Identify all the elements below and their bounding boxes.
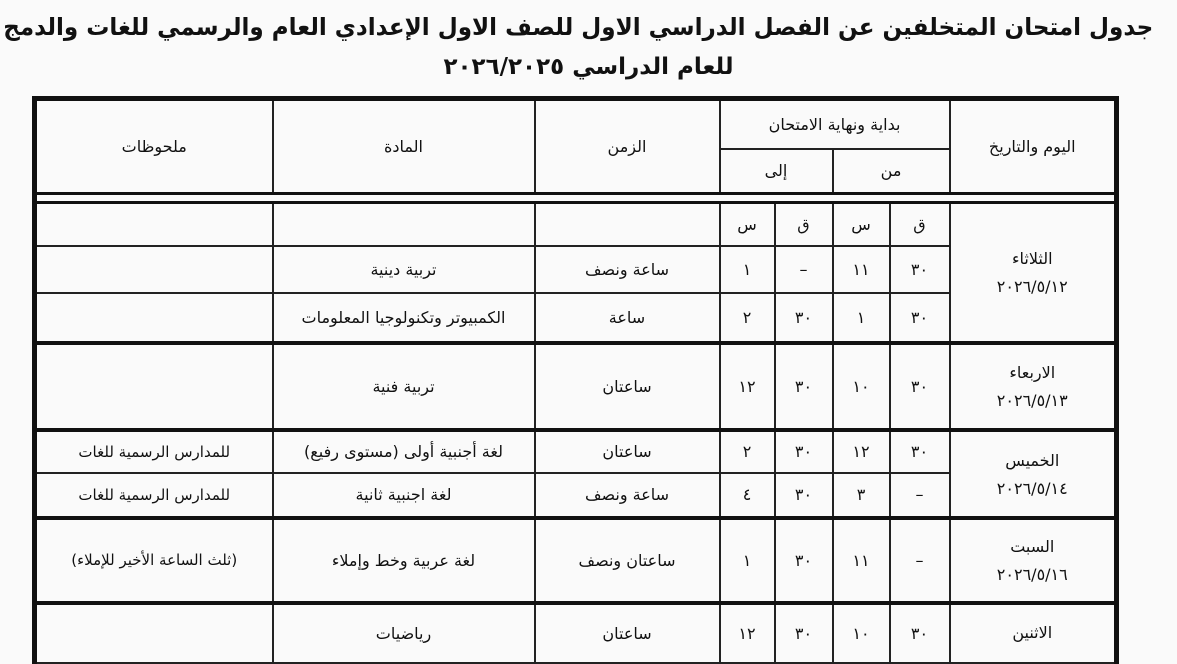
header-duration: الزمن [535, 99, 720, 194]
cell-from-h: ١٠ [833, 603, 890, 663]
cell-duration: ساعتان [535, 430, 720, 473]
document-subtitle [0, 50, 1177, 84]
cell-from-m: – [890, 518, 950, 603]
cell-subject: لغة اجنبية ثانية [273, 473, 535, 518]
cell-to-h: ١ [720, 246, 775, 293]
cell-from-m: ٣٠ [890, 293, 950, 343]
cell-to-m: ٣٠ [775, 343, 833, 430]
day-cell [950, 430, 1117, 518]
cell-to-h: ١٢ [720, 603, 775, 663]
unit-hour: س [833, 203, 890, 246]
cell-from-m: ٣٠ [890, 430, 950, 473]
cell-to-m: ٣٠ [775, 430, 833, 473]
cell-subject: لغة أجنبية أولى (مستوى رفيع) [273, 430, 535, 473]
cell-to-h: ٢ [720, 430, 775, 473]
academic-year: ٢٠٢٦/٢٠٢٥ [443, 54, 565, 80]
table-row [35, 343, 1117, 430]
day-date: ٢٠٢٦/٥/١٣ [996, 391, 1068, 410]
cell-from-h: ٣ [833, 473, 890, 518]
document-header [0, 0, 1177, 84]
cell-subject: تربية دينية [273, 246, 535, 293]
cell-notes: (ثلث الساعة الأخير للإملاء) [35, 518, 273, 603]
cell-notes: للمدارس الرسمية للغات [35, 473, 273, 518]
table-row [35, 518, 1117, 603]
cell-duration: ساعة ونصف [535, 246, 720, 293]
cell-to-h: ١ [720, 518, 775, 603]
cell-duration: ساعتان [535, 603, 720, 663]
subtitle-text: للعام الدراسي [572, 54, 734, 80]
cell-notes [35, 343, 273, 430]
cell-to-m: ٣٠ [775, 473, 833, 518]
cell-subject: رياضيات [273, 603, 535, 663]
cell-from-h: ١١ [833, 518, 890, 603]
header-notes: ملحوظات [35, 99, 273, 194]
empty-cell [535, 203, 720, 246]
cell-duration: ساعتان [535, 343, 720, 430]
cell-from-h: ١٠ [833, 343, 890, 430]
header-day-date: اليوم والتاريخ [950, 99, 1117, 194]
cell-duration: ساعتان ونصف [535, 518, 720, 603]
day-name: الخميس [1005, 450, 1060, 470]
cell-to-m: ٣٠ [775, 518, 833, 603]
cell-to-h: ٢ [720, 293, 775, 343]
cell-duration: ساعة [535, 293, 720, 343]
header-to: إلى [720, 149, 833, 194]
cell-to-h: ٤ [720, 473, 775, 518]
cell-subject: تربية فنية [273, 343, 535, 430]
day-name: الثلاثاء [1011, 249, 1053, 269]
header-subject: المادة [273, 99, 535, 194]
cell-from-h: ١٢ [833, 430, 890, 473]
day-date: ٢٠٢٦/٥/١٤ [996, 478, 1068, 498]
cell-subject: لغة عربية وخط وإملاء [273, 518, 535, 603]
cell-from-h: ١١ [833, 246, 890, 293]
day-name: الاربعاء [1009, 363, 1056, 382]
header-start-end: بداية ونهاية الامتحان [720, 99, 950, 149]
day-cell [950, 518, 1117, 603]
table-row [35, 603, 1117, 663]
day-cell [950, 203, 1117, 343]
day-date: ٢٠٢٦/٥/١٦ [996, 565, 1068, 584]
unit-minute: ق [890, 203, 950, 246]
header-from: من [833, 149, 950, 194]
cell-from-h: ١ [833, 293, 890, 343]
cell-from-m: ٣٠ [890, 343, 950, 430]
cell-to-m: – [775, 246, 833, 293]
day-date: ٢٠٢٦/٥/١٢ [996, 277, 1068, 297]
cell-from-m: ٣٠ [890, 246, 950, 293]
cell-notes [35, 246, 273, 293]
cell-notes: للمدارس الرسمية للغات [35, 430, 273, 473]
day-cell [950, 603, 1117, 663]
empty-cell [273, 203, 535, 246]
day-cell [950, 343, 1117, 430]
unit-minute: ق [775, 203, 833, 246]
cell-notes [35, 293, 273, 343]
cell-to-m: ٣٠ [775, 603, 833, 663]
cell-from-m: ٣٠ [890, 603, 950, 663]
day-name: الاثنين [1012, 623, 1053, 642]
empty-cell [35, 203, 273, 246]
cell-from-m: – [890, 473, 950, 518]
table-row [35, 430, 1117, 473]
header-separator [35, 194, 1117, 203]
cell-to-h: ١٢ [720, 343, 775, 430]
cell-to-m: ٣٠ [775, 293, 833, 343]
cell-notes [35, 603, 273, 663]
exam-schedule-table [32, 96, 1119, 664]
unit-hour: س [720, 203, 775, 246]
cell-subject: الكمبيوتر وتكنولوجيا المعلومات [273, 293, 535, 343]
cell-duration: ساعة ونصف [535, 473, 720, 518]
document-title: جدول امتحان المتخلفين عن الفصل الدراسي الاول للصف الاول الإعدادي العام والرسمي للغات والدمج [3, 13, 1154, 41]
day-name: السبت [1010, 537, 1055, 556]
